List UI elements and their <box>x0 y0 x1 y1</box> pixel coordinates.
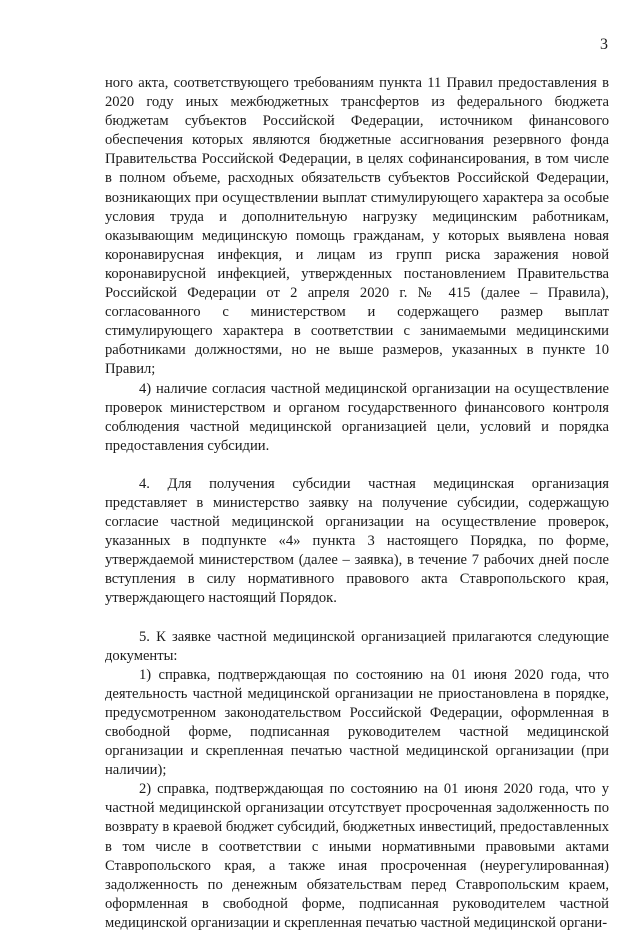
paragraph-section-5: 5. К заявке частной медицинской организацией прилагаются следующие документы: <box>105 628 609 664</box>
paragraph-continuation: ного акта, соответствующего требованиям пункта 11 Правил предоставления в 2020 году иных межбюджетных трансфертов из федерального бюджета бюджетам субъектов Российской Федерации, источником финансового обеспечения которых являются бюджетные ассигнования резервного фонда Правительства Российской Федерации, в целях софинансирования, в том числе в полном объеме, расходных обязательств субъектов Российской Федерации, возникающих при осуществлении выплат стимулирующего характера за особые условия труда и дополнительную нагрузку медицинским работникам, оказывающим медицинскую помощь гражданам, у которых выявлена новая коронавирусная инфекция, и лицам из групп риска заражения новой коронавирусной инфекцией, утвержденных постановлением Правительства Российской Федерации от 2 апреля 2020 г. № 415 (далее – Правила), согласованного с министерством и содержащего размер выплат стимулирующего характера в соответствии с занимаемыми медицинскими работниками должностями, но не выше размеров, указанных в пункте 10 Правил; <box>105 75 609 378</box>
paragraph-subitem-2: 2) справка, подтверждающая по состоянию на 01 июня 2020 года, что у частной медицинской организации отсутствует просроченная задолженность по возврату в краевой бюджет субсидий, бюджетных инвестиций, предоставленных в том числе в соответствии с иными нормативными правовыми актами Ставропольского края, а также иная просроченная (неурегулированная) задолженность по денежным обязательствам перед Ставропольским краем, оформленная в свободной форме, подписанная руководителем частной медицинской организации и скрепленная печатью частной медицинской органи- <box>105 781 609 931</box>
paragraph-section-4: 4. Для получения субсидии частная медицинская организация представляет в министерство заявку на получение субсидии, содержащую согласие частной медицинской организации на осуществление проверок, указанных в подпункте «4» пункта 3 настоящего Порядка, по форме, утверждаемой министерством (далее – заявка), в течение 7 рабочих дней после вступления в силу нормативного правового акта Ставропольского края, утверждающего настоящий Порядок. <box>105 475 609 607</box>
paragraph-subitem-1: 1) справка, подтверждающая по состоянию на 01 июня 2020 года, что деятельность частной медицинской организации не приостановлена в порядке, предусмотренном законодательством Российской Федерации, оформленная в свободной форме, подписанная руководителем частной медицинской организации и скрепленная печатью частной медицинской организации (при наличии); <box>105 666 609 779</box>
document-body <box>105 74 609 933</box>
page-number: 3 <box>600 36 608 53</box>
paragraph-subitem-4: 4) наличие согласия частной медицинской организации на осуществление проверок министерством и органом государственного финансового контроля соблюдения частной медицинской организацией цели, условий и порядка предоставления субсидии. <box>105 380 609 454</box>
